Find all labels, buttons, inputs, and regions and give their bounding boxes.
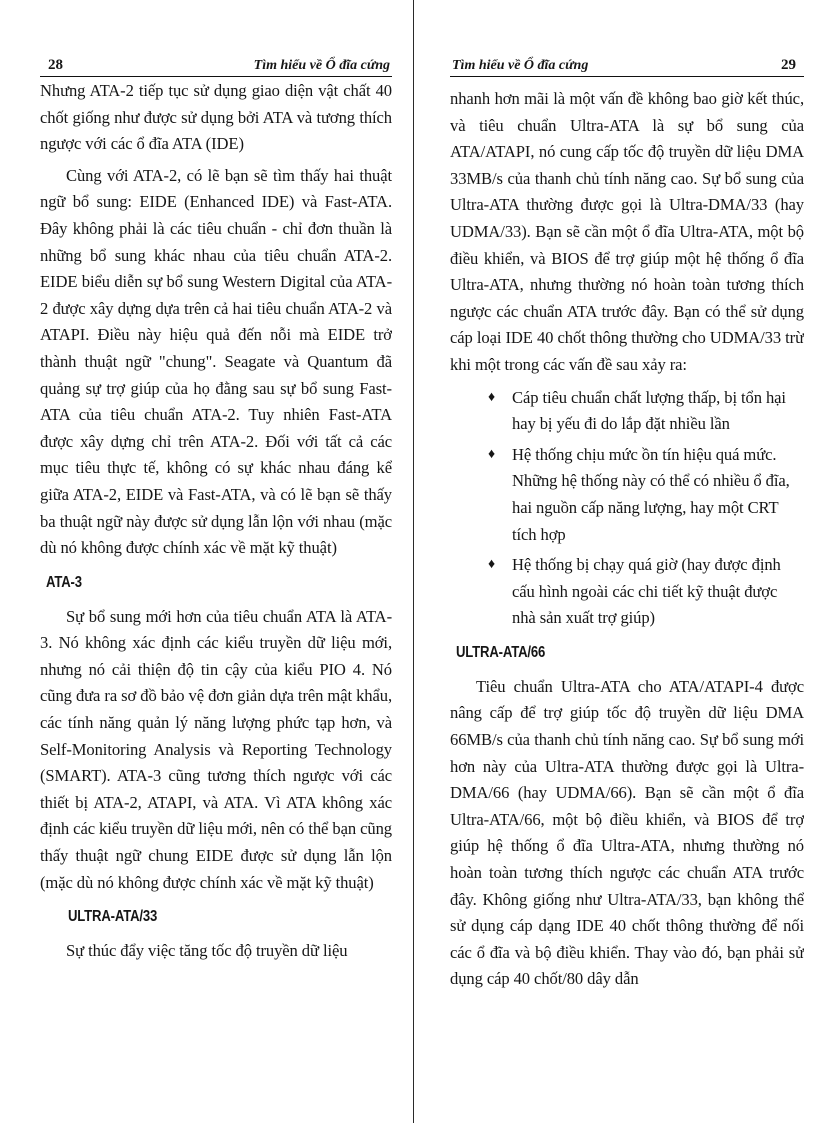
section-heading-ultra-ata33: ULTRA-ATA/33 bbox=[68, 908, 158, 926]
section-heading-ultra-ata66: ULTRA-ATA/66 bbox=[456, 643, 546, 661]
left-page-body bbox=[40, 78, 392, 970]
list-item-text: Hệ thống chịu mức ồn tín hiệu quá mức. Những hệ thống này có thể có nhiều ổ đĩa, hai nguồn cấp năng lượng, hay một CRT tích hợp bbox=[512, 444, 790, 544]
running-title: Tìm hiểu về Ổ đĩa cứng bbox=[253, 58, 390, 73]
book-spine-divider bbox=[413, 0, 414, 1123]
list-item bbox=[488, 385, 804, 438]
bullet-list bbox=[450, 385, 804, 632]
list-item-text: Cáp tiêu chuẩn chất lượng thấp, bị tổn hại hay bị yếu đi do lắp đặt nhiều lần bbox=[512, 387, 786, 434]
page-number: 28 bbox=[48, 57, 63, 73]
left-page-header bbox=[40, 58, 392, 77]
paragraph: Sự thúc đẩy việc tăng tốc độ truyền dữ liệu bbox=[66, 941, 348, 961]
right-page-header bbox=[450, 58, 804, 77]
paragraph: Sự bổ sung mới hơn của tiêu chuẩn ATA là ATA-3. Nó không xác định các kiểu truyền dữ liệu mới, nhưng nó cải thiện độ tin cậy của kiểu PIO 4. Nó cũng đưa ra sơ đồ bảo vệ đơn giản dựa trên mật khẩu, các tính năng quản lý năng lượng phức tạp hơn, và Self-Monitoring Analysis và Reporting Technology (SMART). ATA-3 cũng tương thích ngược với các thiết bị ATA-2, ATAPI, và ATA. Vì ATA không xác định các kiểu truyền dữ liệu mới, nên có thể bạn cũng thấy thuật ngữ chung EIDE được sử dụng lẫn lộn (mặc dù nó không được chính xác về mặt kỹ thuật) bbox=[40, 606, 392, 892]
diamond-bullet-icon: ♦ bbox=[488, 446, 496, 462]
diamond-bullet-icon: ♦ bbox=[488, 557, 496, 573]
running-title: Tìm hiểu về Ổ đĩa cứng bbox=[452, 58, 589, 73]
paragraph: Tiêu chuẩn Ultra-ATA cho ATA/ATAPI-4 được nâng cấp để trợ giúp tốc độ truyền dữ liệu DMA 66MB/s của thanh chủ tính năng cao. Sự bổ sung mới hơn này của Ultra-ATA thường được gọi là Ultra-DMA/66 (hay UDMA/66). Bạn sẽ cần một ổ đĩa Ultra-ATA/66, một bộ điều khiển, và BIOS để trợ giúp hệ thống ổ đĩa Ultra-ATA, nhưng thường nó hoàn toàn tương thích ngược các chuẩn ATA trước đây. Không giống như Ultra-ATA/33, bạn không thể sử dụng cáp dạng IDE 40 chốt thông thường để nối các ổ đĩa và bộ điều khiển. Thay vào đó, bạn phải sử dụng cáp 40 chốt/80 dây dẫn bbox=[450, 676, 804, 989]
section-heading-ata3: ATA-3 bbox=[46, 573, 82, 591]
right-page bbox=[450, 0, 804, 1123]
paragraph: nhanh hơn mãi là một vấn đề không bao giờ kết thúc, và tiêu chuẩn Ultra-ATA là sự bổ sung của ATA/ATAPI, nó cung cấp tốc độ truyền dữ liệu DMA 33MB/s của thanh chủ tính năng cao. Sự bổ sung của Ultra-ATA thường được gọi là Ultra-DMA/33 (hay UDMA/33). Bạn sẽ cần một ổ đĩa Ultra-ATA, một bộ điều khiển, và BIOS để trợ giúp một hệ thống ổ đĩa Ultra-ATA, nhưng thường nó hoàn toàn tương thích ngược các chuẩn ATA trước đây. Bạn có thể sử dụng cáp loại IDE 40 chốt thông thường cho UDMA/33 trừ khi một trong các vấn đề sau xảy ra: bbox=[450, 89, 804, 374]
diamond-bullet-icon: ♦ bbox=[488, 389, 496, 405]
left-page bbox=[40, 0, 392, 1123]
right-page-body bbox=[450, 86, 804, 998]
list-item bbox=[488, 552, 804, 632]
list-item bbox=[488, 442, 804, 548]
paragraph: Cùng với ATA-2, có lẽ bạn sẽ tìm thấy hai thuật ngữ bổ sung: EIDE (Enhanced IDE) và Fast-ATA. Đây không phải là các tiêu chuẩn - chỉ đơn thuần là những bổ sung khác nhau của tiêu chuẩn ATA-2. EIDE biểu diễn sự bổ sung Western Digital của ATA-2 được xây dựng dựa trên cả hai tiêu chuẩn ATA-2 và ATAPI. Điều này hiệu quả đến nỗi mà EIDE trở thành thuật ngữ "chung". Seagate và Quantum đã quảng sự trợ giúp của họ đằng sau sự bổ sung Fast-ATA của tiêu chuẩn ATA-2. Tuy nhiên Fast-ATA được xây dựng chỉ trên ATA-2. Đối với tất cả các mục tiêu thực tế, không có sự khác nhau đáng kể giữa ATA-2, EIDE và Fast-ATA, và có lẽ bạn sẽ thấy ba thuật ngữ này được sử dụng lẫn lộn với nhau (mặc dù nó không được chính xác về mặt kỹ thuật) bbox=[40, 165, 392, 558]
list-item-text: Hệ thống bị chạy quá giờ (hay được định cấu hình ngoài các chi tiết kỹ thuật được nhà sản xuất trợ giúp) bbox=[512, 555, 781, 628]
page-number: 29 bbox=[781, 57, 796, 73]
paragraph: Nhưng ATA-2 tiếp tục sử dụng giao diện vật chất 40 chốt giống như được sử dụng bởi ATA và tương thích ngược với các ổ đĩa ATA (IDE) bbox=[40, 81, 392, 154]
